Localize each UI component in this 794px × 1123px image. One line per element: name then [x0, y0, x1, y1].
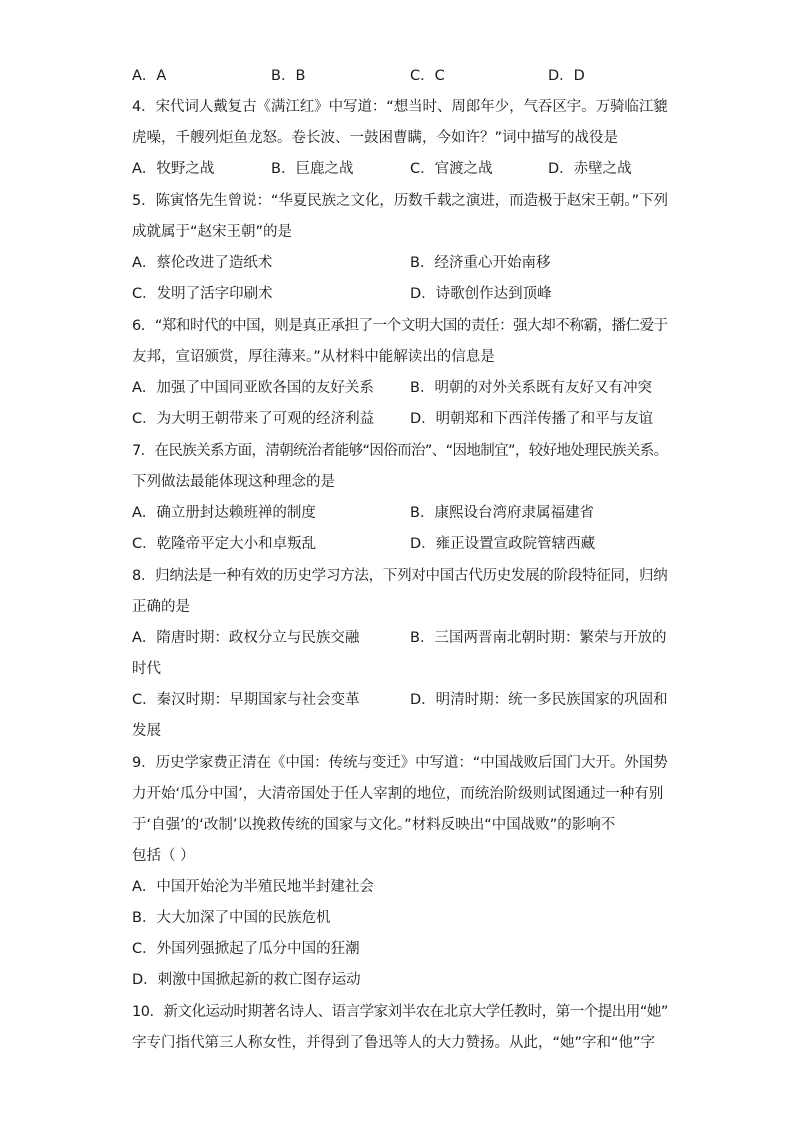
q7-option-d: D．雍正设置宣政院管辖西藏	[410, 536, 596, 552]
q5-stem-line-2: 成就属于“赵宋王朝”的是	[132, 224, 293, 240]
q8-option-b: B．三国两晋南北朝时期：繁荣与开放的	[410, 630, 667, 646]
q8-stem-line-1: 8．归纳法是一种有效的历史学习方法，下列对中国古代历史发展的阶段特征同，归纳	[132, 568, 668, 584]
q4-option-a: A．牧野之战	[132, 161, 215, 177]
q7-stem-line-1: 7．在民族关系方面，清朝统治者能够“因俗而治”、“因地制宜”，较好地处理民族关系。	[132, 443, 668, 459]
q3-option-c: C．C	[410, 68, 445, 84]
q5-option-a: A．蔡伦改进了造纸术	[132, 255, 273, 271]
q7-option-c: C．乾隆帝平定大小和卓叛乱	[132, 536, 317, 552]
q9-stem-line-1: 9．历史学家费正清在《中国：传统与变迁》中写道：“中国战败后国门大开。外国势	[132, 755, 668, 771]
q6-stem-line-2: 友邦，宣诏颁赏，厚往薄来。”从材料中能解读出的信息是	[132, 349, 495, 365]
q3-option-a: A．A	[132, 68, 167, 84]
q8-option-c: C．秦汉时期：早期国家与社会变革	[132, 692, 360, 708]
q7-option-a: A．确立册封达赖班禅的制度	[132, 505, 316, 521]
q10-stem-line-1: 10．新文化运动时期著名诗人、语言学家刘半农在北京大学任教时，第一个提出用“她”	[132, 1004, 668, 1020]
q9-stem-line-2: 力开始‘瓜分中国’，大清帝国处于任人宰割的地位，而统治阶级则试图通过一种有别	[132, 786, 664, 802]
q4-option-d: D．赤壁之战	[548, 161, 632, 177]
q5-option-c: C．发明了活字印刷术	[132, 286, 273, 302]
q9-option-b: B．大大加深了中国的民族危机	[132, 910, 331, 926]
q6-option-b: B．明朝的对外关系既有友好又有冲突	[410, 380, 652, 396]
q6-option-a: A．加强了中国同亚欧各国的友好关系	[132, 380, 374, 396]
q6-option-c: C．为大明王朝带来了可观的经济利益	[132, 411, 375, 427]
q10-stem-line-2: 字专门指代第三人称女性，并得到了鲁迅等人的大力赞扬。从此，“她”字和“他”字	[132, 1035, 656, 1051]
q9-stem-line-4: 包括（ ）	[132, 848, 195, 864]
q3-option-b: B．B	[271, 68, 306, 84]
q8-stem-line-2: 正确的是	[132, 599, 190, 615]
q9-option-c: C．外国列强掀起了瓜分中国的狂潮	[132, 941, 360, 957]
q9-option-a: A．中国开始沦为半殖民地半封建社会	[132, 879, 374, 895]
q8-option-a: A．隋唐时期：政权分立与民族交融	[132, 630, 360, 646]
q4-stem-line-2: 虎噪，千艘列炬鱼龙怒。卷长波、一鼓困曹瞒，今如许？”词中描写的战役是	[132, 130, 619, 146]
q4-option-c: C．官渡之战	[410, 161, 493, 177]
q6-stem-line-1: 6．“郑和时代的中国，则是真正承担了一个文明大国的责任：强大却不称霸，播仁爱于	[132, 318, 668, 334]
q3-option-d: D．D	[548, 68, 585, 84]
q5-option-d: D．诗歌创作达到顶峰	[410, 286, 552, 302]
q9-option-d: D．刺激中国掀起新的救亡图存运动	[132, 972, 361, 988]
q7-option-b: B．康熙设台湾府隶属福建省	[410, 505, 594, 521]
q8-option-d-continued: 发展	[132, 723, 161, 739]
q4-option-b: B．巨鹿之战	[271, 161, 354, 177]
q9-stem-line-3: 于‘自强’的‘改制’以挽救传统的国家与文化。”材料反映出“中国战败”的影响不	[132, 817, 616, 833]
q8-option-d: D．明清时期：统一多民族国家的巩固和	[410, 692, 668, 708]
q7-stem-line-2: 下列做法最能体现这种理念的是	[132, 474, 335, 490]
q5-option-b: B．经济重心开始南移	[410, 255, 551, 271]
q6-option-d: D．明朝郑和下西洋传播了和平与友谊	[410, 411, 654, 427]
q5-stem-line-1: 5．陈寅恪先生曾说：“华夏民族之文化，历数千载之演进，而造极于赵宋王朝。”下列	[132, 193, 668, 209]
q4-stem-line-1: 4．宋代词人戴复古《满江红》中写道：“想当时、周郎年少，气吞区宇。万骑临江貔	[132, 99, 668, 115]
q8-option-b-continued: 时代	[132, 661, 161, 677]
